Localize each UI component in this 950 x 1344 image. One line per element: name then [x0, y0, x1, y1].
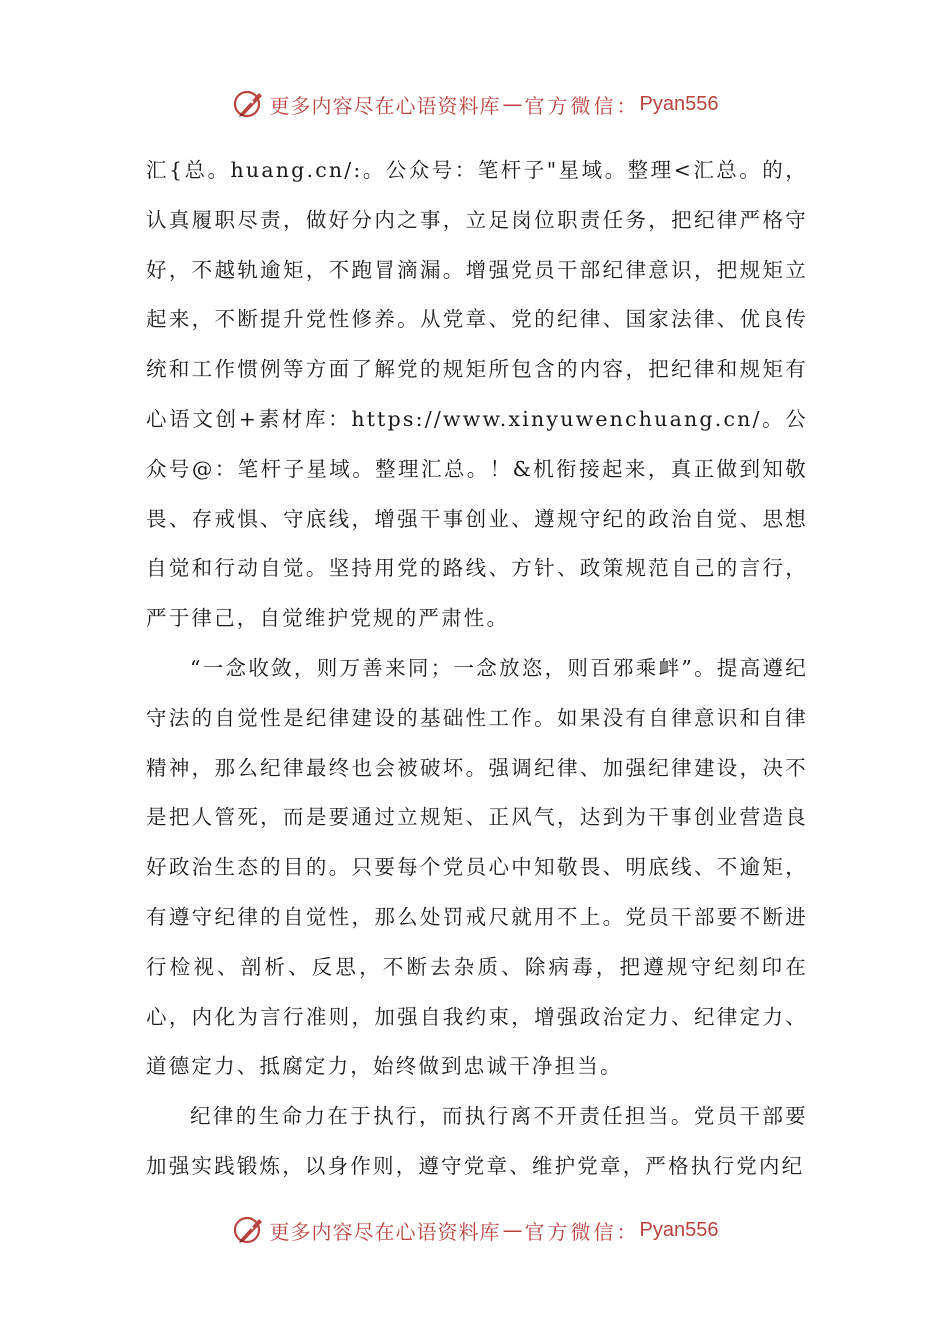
- pen-nib-circle-icon: [232, 1213, 266, 1247]
- header-banner: [0, 84, 950, 124]
- banner-site-text: 更多内容尽在心语资料库: [269, 1219, 501, 1244]
- banner-site-text: 更多内容尽在心语资料库: [269, 93, 501, 118]
- paragraph-3: 纪律的生命力在于执行，而执行离不开责任担当。党员干部要加强实践锻炼，以身作则，遵守党章、维护党章，严格执行党内纪: [146, 1104, 808, 1178]
- banner-wechat-label: 官方微信：: [524, 1219, 640, 1244]
- footer-banner: [0, 1210, 950, 1250]
- paragraph-2: “一念收敛，则万善来同；一念放恣，则百邪乘衅”。提高遵纪守法的自觉性是纪律建设的基础性工作。如果没有自律意识和自律精神，那么纪律最终也会被破坏。强调纪律、加强纪律建设，决不是把人管死，而是要通过立规矩、正风气，达到为干事创业营造良好政治生态的目的。只要每个党员心中知敬畏、明底线、不逾矩，有遵守纪律的自觉性，那么处罚戒尺就用不上。党员干部要不断进行检视、剖析、反思，不断去杂质、除病毒，把遵规守纪刻印在心，内化为言行准则，加强自我约束，增强政治定力、纪律定力、道德定力、抵腐定力，始终做到忠诚干净担当。: [146, 655, 808, 1079]
- banner-wechat-id: Pyan556: [639, 92, 719, 115]
- banner-separator: —: [502, 92, 523, 116]
- banner-wechat-id: Pyan556: [639, 1218, 719, 1241]
- document-body: [146, 146, 808, 1192]
- banner-separator: —: [502, 1218, 523, 1242]
- paragraph-1: 汇{总。huang.cn/:。公众号：笔杆子"星域。整理<汇总。的，认真履职尽责，做好分内之事，立足岗位职责任务，把纪律严格守好，不越轨逾矩，不跑冒滴漏。增强党员干部纪律意识，把规矩立起来，不断提升党性修养。从党章、党的纪律、国家法律、优良传统和工作惯例等方面了解党的规矩所包含的内容，把纪律和规矩有心语文创+素材库：https://www.xinyuwenchuang.cn/。公众号@：笔杆子星域。整理汇总。！&机衔接起来，真正做到知敬畏、存戒惧、守底线，增强干事创业、遵规守纪的政治自觉、思想自觉和行动自觉。坚持用党的路线、方针、政策规范自己的言行，严于律己，自觉维护党规的严肃性。: [146, 158, 808, 631]
- pen-nib-circle-icon: [232, 87, 266, 121]
- banner-wechat-label: 官方微信：: [524, 93, 640, 118]
